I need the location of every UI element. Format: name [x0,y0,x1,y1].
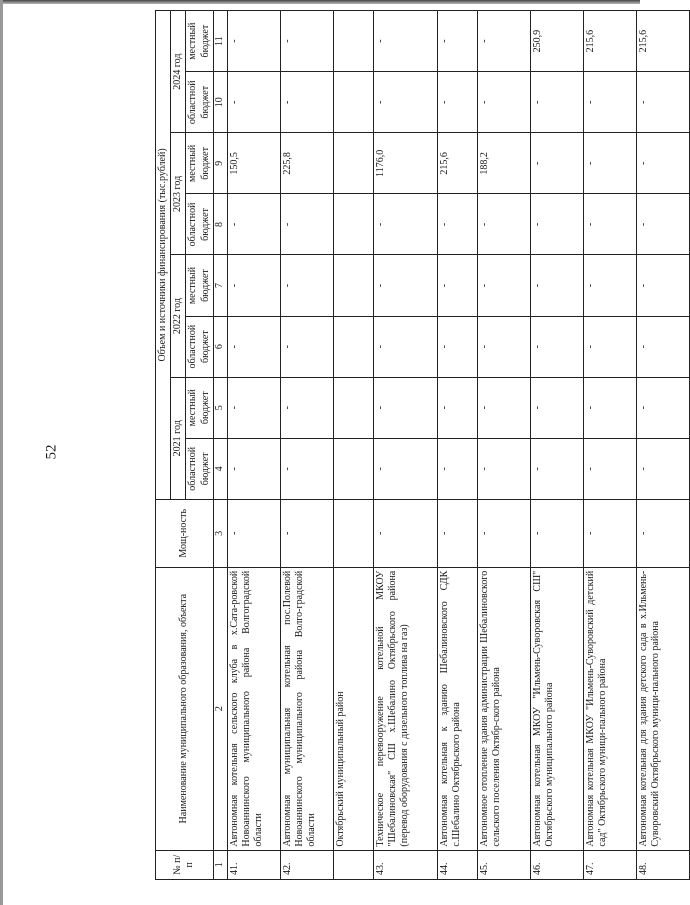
header-regional: областной бюджет [186,194,213,255]
value-cell: - [280,316,333,377]
power-cell: - [583,499,636,567]
header-year-2024: 2024 год [171,11,186,133]
object-name: Техническое перевооружение котельной МКОУ "Шебалиновская" СШ х.Шебалино Октябрьского района (перевод оборудования с дизельного топлива на газ) [373,567,437,850]
column-number: 2 [213,567,227,850]
financing-table [155,10,690,880]
value-cell: - [636,72,689,133]
row-number: 45. [477,850,530,879]
column-number: 9 [213,133,227,194]
row-number: 44. [437,850,477,879]
value-cell: - [636,377,689,438]
value-cell: - [583,377,636,438]
value-cell: - [530,133,583,194]
object-name: Автономная котельная МКОУ "Ильмень-Суворовская СШ" Октябрьского муниципального района [530,567,583,850]
row-number: 48. [636,850,689,879]
column-number: 7 [213,255,227,316]
table-row [530,11,583,880]
value-cell: 150,5 [227,133,280,194]
value-cell: - [373,255,437,316]
column-number: 10 [213,72,227,133]
row-number: 43. [373,850,437,879]
scan-edge [0,0,640,4]
table-row [437,11,477,880]
row-number: 41. [227,850,280,879]
column-number: 8 [213,194,227,255]
value-cell: - [636,255,689,316]
value-cell: - [530,316,583,377]
header-regional: областной бюджет [186,316,213,377]
header-regional: областной бюджет [186,72,213,133]
table-row [583,11,636,880]
value-cell: 1176,0 [373,133,437,194]
value-cell: - [477,377,530,438]
value-cell: - [530,255,583,316]
value-cell: - [583,255,636,316]
column-number: 3 [213,499,227,567]
value-cell: - [530,438,583,499]
header-power: Мощ-ность [156,499,214,567]
value-cell: - [530,377,583,438]
row-number: 47. [583,850,636,879]
value-cell: - [477,316,530,377]
value-cell: - [437,255,477,316]
value-cell: - [437,11,477,72]
value-cell: - [583,194,636,255]
header-year-2023: 2023 год [171,133,186,255]
object-name: Автономная котельная к зданию Шебалиновского СДК с.Шебалино Октябрьского района [437,567,477,850]
column-number: 11 [213,11,227,72]
value-cell: - [437,316,477,377]
column-number: 5 [213,377,227,438]
value-cell: 215,6 [437,133,477,194]
value-cell: - [280,72,333,133]
page-number: 52 [43,444,60,460]
value-cell: - [373,194,437,255]
value-cell: - [583,316,636,377]
value-cell: - [583,133,636,194]
value-cell: - [636,133,689,194]
value-cell: - [437,194,477,255]
header-num: № п/п [156,850,214,879]
value-cell: - [530,72,583,133]
power-cell: - [636,499,689,567]
value-cell: 250,9 [530,11,583,72]
value-cell: 225,8 [280,133,333,194]
header-local: местный бюджет [186,377,213,438]
power-cell: - [530,499,583,567]
value-cell: - [373,11,437,72]
value-cell: 215,6 [636,11,689,72]
header-year-2022: 2022 год [171,255,186,377]
object-name: Автономная котельная для здания детского сада в х.Ильмень-Суворовский Октябрьского муници-пального района [636,567,689,850]
power-cell: - [227,499,280,567]
table-body [227,11,689,880]
table-row [477,11,530,880]
object-name: Автономная муниципальная котельная пос.Полевой Новоаннинского муниципального района Волго-градской области [280,567,333,850]
value-cell: - [280,377,333,438]
header-object-name: Наименование муниципального образования, объекта [156,567,214,850]
header-funding: Объем и источники финансирования (тыс.рублей) [156,11,171,500]
value-cell: - [636,316,689,377]
power-cell: - [477,499,530,567]
table-row [373,11,437,880]
header-local: местный бюджет [186,133,213,194]
value-cell: - [477,438,530,499]
value-cell: - [373,316,437,377]
table-row [227,11,280,880]
section-title: Октябрьский муниципальный район [333,567,373,850]
power-cell: - [437,499,477,567]
column-number: 4 [213,438,227,499]
value-cell: - [477,194,530,255]
value-cell: - [373,377,437,438]
value-cell: - [437,72,477,133]
value-cell: 188,2 [477,133,530,194]
value-cell: - [636,194,689,255]
value-cell: - [373,72,437,133]
value-cell: - [280,11,333,72]
object-name: Автономное отопление здания администрации Шебалиновского сельского поселения Октябр-ского района [477,567,530,850]
value-cell: - [530,194,583,255]
value-cell: - [373,438,437,499]
value-cell: - [280,255,333,316]
header-local: местный бюджет [186,11,213,72]
value-cell: - [477,11,530,72]
value-cell: - [227,438,280,499]
value-cell: - [227,72,280,133]
value-cell: - [437,377,477,438]
value-cell: - [227,377,280,438]
value-cell: - [477,72,530,133]
header-regional: областной бюджет [186,438,213,499]
object-name: Автономная котельная МКОУ "Ильмень-Суворовский детский сад" Октябрьского муници-пального района [583,567,636,850]
row-number: 46. [530,850,583,879]
scan-edge-left [0,0,3,905]
header-year-2021: 2021 год [171,377,186,499]
power-cell: - [373,499,437,567]
row-number: 42. [280,850,333,879]
column-number: 6 [213,316,227,377]
column-number: 1 [213,850,227,879]
value-cell: - [227,316,280,377]
value-cell: - [437,438,477,499]
table-row [636,11,689,880]
value-cell: - [477,255,530,316]
table-row [280,11,333,880]
value-cell: - [583,72,636,133]
value-cell: - [227,255,280,316]
value-cell: - [583,438,636,499]
value-cell: - [227,194,280,255]
header-local: местный бюджет [186,255,213,316]
section-row [333,11,373,880]
value-cell: - [227,11,280,72]
rotated-table-wrapper [155,10,661,880]
power-cell: - [280,499,333,567]
value-cell: - [280,194,333,255]
object-name: Автономная котельная сельского клуба в х.Сата-ровской Новоаннинского муниципального района Волгоградской области [227,567,280,850]
value-cell: - [280,438,333,499]
value-cell: 215,6 [583,11,636,72]
value-cell: - [636,438,689,499]
